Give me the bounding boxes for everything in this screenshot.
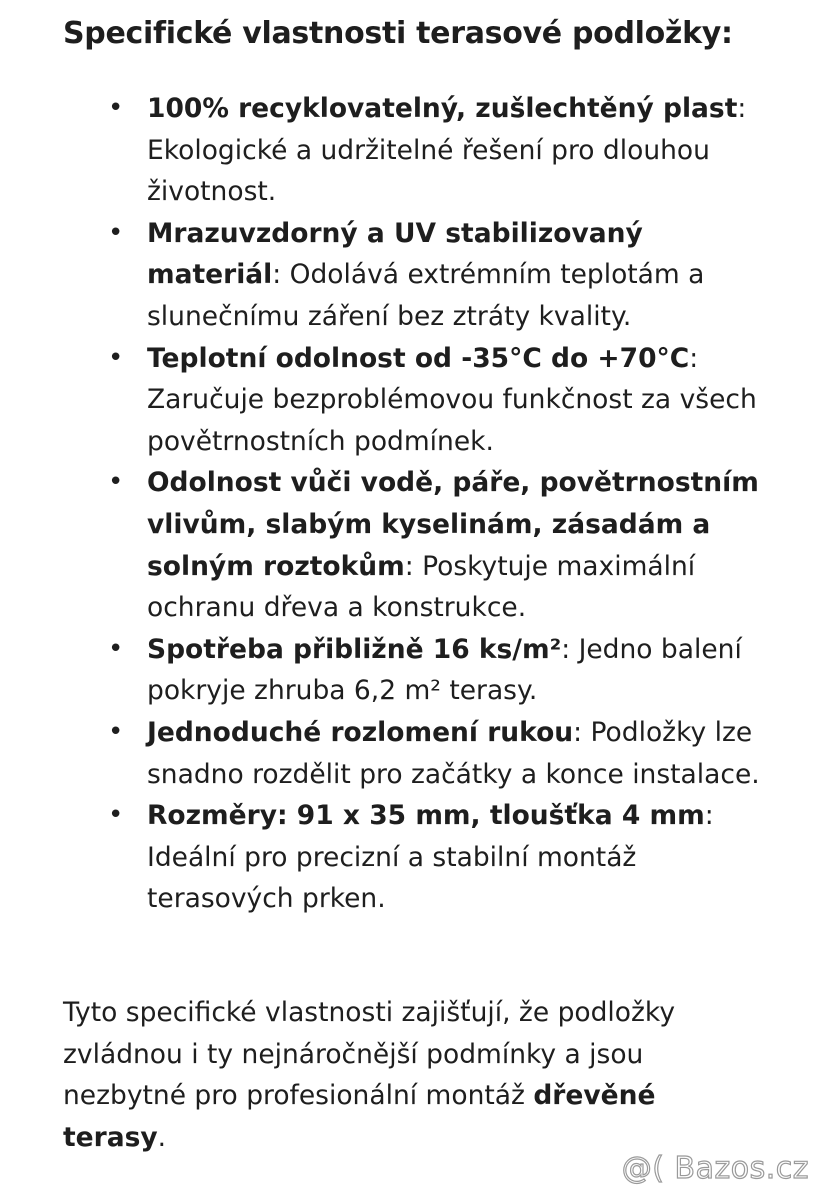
feature-separator: : xyxy=(737,93,747,124)
feature-title: Spotřeba přibližně 16 ks/m² xyxy=(147,633,562,665)
feature-separator: : xyxy=(689,342,699,374)
feature-text: Zaručuje bezproblémovou funkčnost za všech povětrnostních podmínek. xyxy=(147,384,757,457)
feature-separator: : xyxy=(404,550,414,582)
bullet-icon: • xyxy=(108,467,124,498)
closing-end: . xyxy=(157,1121,167,1153)
bullet-icon: • xyxy=(108,93,124,123)
feature-text: Ekologické a udržitelné řešení pro dlouhou životnost. xyxy=(147,134,710,208)
feature-separator: : xyxy=(573,716,583,748)
bullet-icon: • xyxy=(108,716,124,747)
feature-item xyxy=(0,213,823,338)
feature-item xyxy=(0,795,823,920)
page-heading: Specifické vlastnosti terasové podložky: xyxy=(63,16,733,51)
feature-title: Teplotní odolnost od -35°C do +70°C xyxy=(147,342,690,374)
feature-item xyxy=(0,88,823,213)
feature-item xyxy=(0,629,823,712)
feature-item xyxy=(0,338,823,463)
feature-item xyxy=(0,712,823,795)
bullet-icon: • xyxy=(108,342,124,373)
feature-title: 100% recyklovatelný, zušlechtěný plast xyxy=(147,93,738,124)
bullet-icon: • xyxy=(108,633,124,664)
feature-text: Ideální pro precizní a stabilní montáž terasových prken. xyxy=(147,841,637,915)
feature-text: Jedno balení pokryje zhruba 6,2 m² terasy. xyxy=(147,633,742,707)
feature-text: Poskytuje maximální ochranu dřeva a konstrukce. xyxy=(147,550,696,624)
feature-text: Podložky lze snadno rozdělit pro začátky a konce instalace. xyxy=(147,716,760,790)
bazos-watermark: @( Bazos.cz xyxy=(621,1151,809,1186)
closing-paragraph xyxy=(63,992,763,1158)
feature-separator: : xyxy=(272,259,282,291)
feature-title: Odolnost vůči vodě, páře, povětrnostním vlivům, slabým kyselinám, zásadám a solným roztokům xyxy=(147,467,759,582)
feature-list xyxy=(0,88,823,920)
feature-title: Jednoduché rozlomení rukou xyxy=(147,716,574,748)
feature-separator: : xyxy=(704,800,714,832)
feature-separator: : xyxy=(561,633,571,665)
feature-item xyxy=(0,462,823,628)
bullet-icon: • xyxy=(108,217,124,248)
feature-title: Mrazuvzdorný a UV stabilizovaný materiál xyxy=(147,217,643,291)
closing-text: Tyto specifické vlastnosti zajišťují, že podložky zvládnou i ty nejnáročnější podmínky a jsou nezbytné pro profesionální montáž xyxy=(63,997,675,1112)
feature-text: Odolává extrémním teplotám a slunečnímu záření bez ztráty kvality. xyxy=(147,259,705,332)
closing-bold-text: dřevěné terasy xyxy=(63,1080,656,1153)
bullet-icon: • xyxy=(108,800,124,831)
feature-title: Rozměry: 91 x 35 mm, tloušťka 4 mm xyxy=(147,800,705,832)
